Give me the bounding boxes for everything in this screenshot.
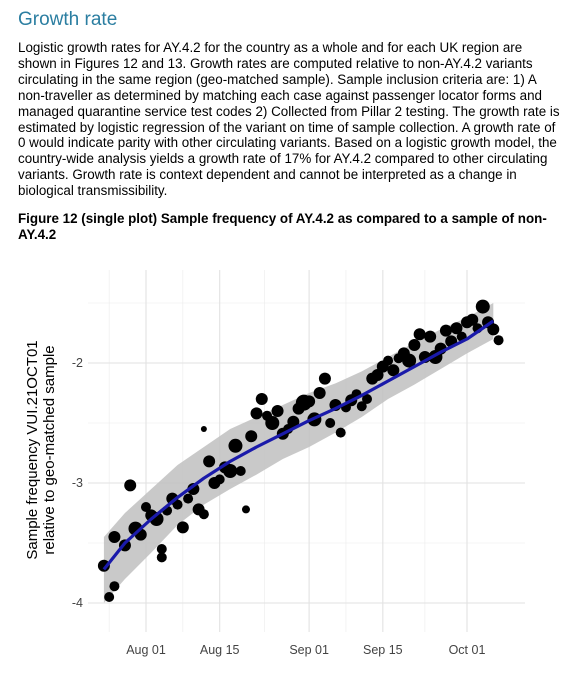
data-point: [157, 552, 167, 562]
body-paragraph: Logistic growth rates for AY.4.2 for the country as a whole and for each UK region are shown in Figures 12 and 13. Growth rates are computed relative to non-AY.4.2 variants circulating in the same region (geo-matched sample). Sample inclusion criteria are: 1) A non-traveller as determined by matching each case against passenger locator forms and managed quarantine service test codes 2) Collected from Pillar 2 testing. The growth rate is estimated by logistic regression of the variant on time of sample collection. A growth rate of 0 would indicate parity with other circulating variants. Based on a logistic growth model, the country-wide analysis yields a growth rate of 17% for AY.4.2 compared to other circulating variants. Growth rate is context dependent and cannot be interpreted as a change in biological transmissibility.: [18, 40, 560, 199]
data-point: [108, 531, 120, 543]
data-point: [203, 455, 215, 467]
data-point: [245, 430, 257, 442]
data-point: [199, 509, 209, 519]
data-point: [336, 428, 346, 438]
x-tick-label: Aug 01: [126, 643, 166, 657]
data-point: [201, 426, 207, 432]
data-point: [494, 335, 504, 345]
data-point: [303, 395, 315, 407]
figure-caption: Figure 12 (single plot) Sample frequency of AY.4.2 as compared to a sample of non-AY.4.2: [18, 211, 547, 242]
x-tick-label: Aug 15: [199, 643, 240, 657]
data-point: [424, 331, 436, 343]
x-tick-label: Oct 01: [448, 643, 486, 657]
data-point: [325, 418, 335, 428]
data-point: [251, 407, 263, 419]
data-point: [215, 474, 225, 484]
x-tick-label: Sep 01: [289, 643, 329, 657]
data-point: [109, 581, 119, 591]
data-point: [414, 328, 426, 340]
data-point: [242, 505, 250, 513]
section-heading: Growth rate: [18, 9, 118, 30]
data-point: [236, 466, 246, 476]
chart-container: [0, 270, 573, 680]
data-point: [476, 300, 490, 314]
data-point: [124, 479, 136, 491]
data-point: [177, 521, 189, 533]
y-tick-label: -2: [71, 356, 83, 370]
data-point: [314, 387, 326, 399]
data-point: [183, 494, 193, 504]
data-point: [383, 356, 393, 366]
data-point: [319, 373, 331, 385]
x-tick-label: Sep 15: [362, 643, 403, 657]
data-point: [272, 405, 284, 417]
data-point: [256, 393, 268, 405]
data-point: [104, 592, 114, 602]
data-point: [408, 339, 420, 351]
data-point: [265, 416, 279, 430]
y-tick-label: -4: [71, 596, 83, 610]
y-axis-label: Sample frequency VUI.21OCT01relative to geo-matched sample: [24, 340, 58, 560]
y-tick-label: -3: [71, 476, 83, 490]
data-point: [228, 439, 242, 453]
data-point: [440, 325, 452, 337]
scatter-chart: [0, 270, 573, 680]
